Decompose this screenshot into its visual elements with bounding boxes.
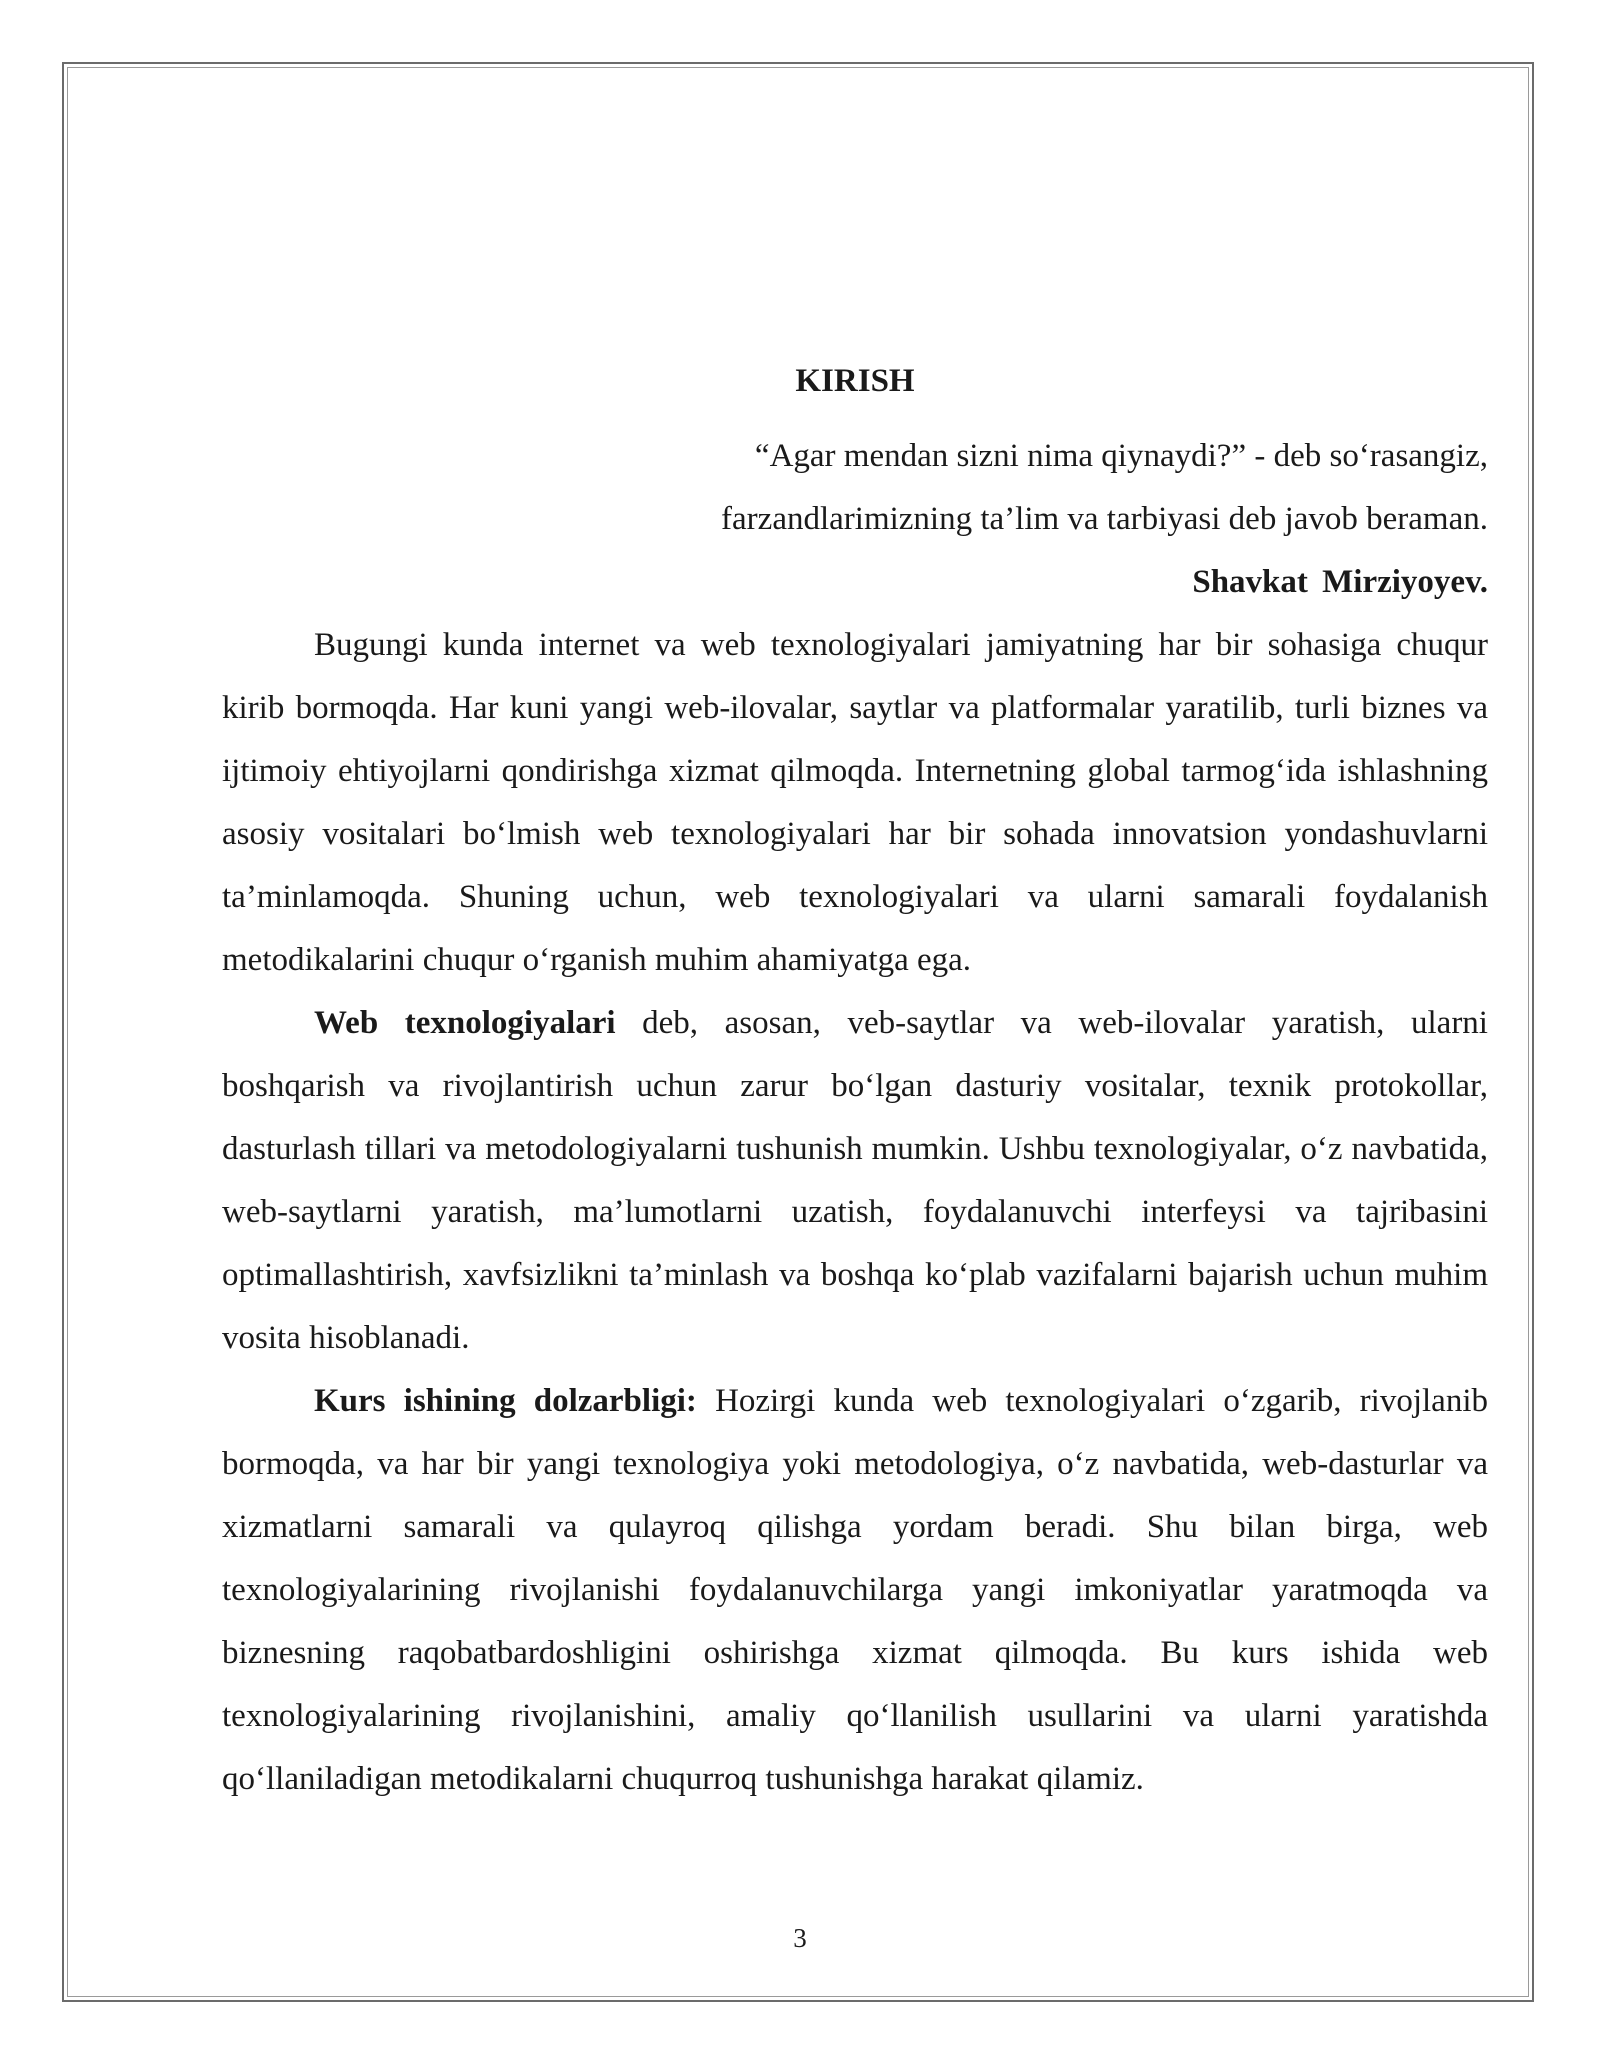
page-number: 3 — [793, 1923, 807, 1953]
paragraph-intro-text: Bugungi kunda internet va web texnologiyalari jamiyatning har bir sohasiga chuqur kirib bormoqda. Har kuni yangi web-ilovalar, saytlar va platformalar yaratilib, turli biznes va ijtimoiy ehtiyojlarni qondirishga xizmat qilmoqda. Internetning global tarmog‘ida ishlashning asosiy vositalari bo‘lmish web texnologiyalari har bir sohada innovatsion yondashuvlarni ta’minlamoqda. Shuning uchun, web texnologiyalari va ularni samarali foydalanish metodikalarini chuqur o‘rganish muhim ahamiyatga ega. — [222, 627, 1488, 978]
paragraph-relevance-lead: Kurs ishining dolzarbligi: — [314, 1383, 697, 1419]
paragraph-web-technologies-lead: Web texnologiyalari — [314, 1005, 616, 1041]
document-body — [222, 355, 1488, 1811]
paragraph-intro — [222, 614, 1488, 992]
section-heading: KIRISH — [795, 363, 915, 399]
epigraph-line-2: farzandlarimizning ta’lim va tarbiyasi deb javob beraman. — [721, 501, 1488, 537]
paragraph-web-technologies-text: deb, asosan, veb-saytlar va web-ilovalar yaratish, ularni boshqarish va rivojlantirish uchun zarur bo‘lgan dasturiy vositalar, texnik protokollar, dasturlash tillari va metodologiyalarni tushunish mumkin. Ushbu texnologiyalar, o‘z navbatida, web-saytlarni yaratish, ma’lumotlarni uzatish, foydalanuvchi interfeysi va tajribasini optimallashtirish, xavfsizlikni ta’minlash va boshqa ko‘plab vazifalarni bajarish uchun muhim vosita hisoblanadi. — [222, 1005, 1488, 1356]
paragraph-relevance — [222, 1370, 1488, 1811]
epigraph-author: Shavkat Mirziyoyev. — [1192, 564, 1488, 600]
paragraph-relevance-text: Hozirgi kunda web texnologiyalari o‘zgarib, rivojlanib bormoqda, va har bir yangi texnologiya yoki metodologiya, o‘z navbatida, web-dasturlar va xizmatlarni samarali va qulayroq qilishga yordam beradi. Shu bilan birga, web texnologiyalarining rivojlanishi foydalanuvchilarga yangi imkoniyatlar yaratmoqda va biznesning raqobatbardoshligini oshirishga xizmat qilmoqda. Bu kurs ishida web texnologiyalarining rivojlanishini, amaliy qo‘llanilish usullarini va ularni yaratishda qo‘llaniladigan metodikalarni chuqurroq tushunishga harakat qilamiz. — [222, 1383, 1488, 1797]
epigraph-line-1: “Agar mendan sizni nima qiynaydi?” - deb so‘rasangiz, — [754, 438, 1488, 474]
paragraph-web-technologies — [222, 992, 1488, 1370]
